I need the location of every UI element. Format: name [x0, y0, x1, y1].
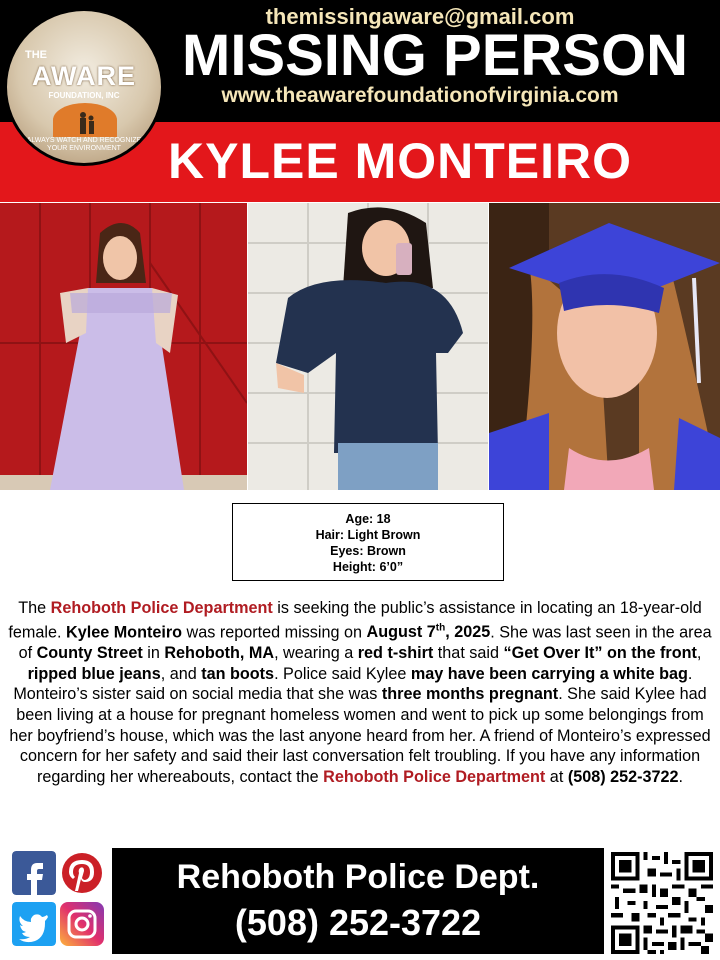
photo-purple-dress: [0, 203, 247, 490]
qr-code-icon[interactable]: [611, 852, 713, 954]
police-dept-name: Rehoboth Police Dept.: [176, 858, 540, 896]
photo-selfie-navy-shirt: [248, 203, 488, 490]
facebook-icon[interactable]: [12, 851, 56, 895]
eyes-stat: Eyes: Brown: [330, 544, 406, 558]
instagram-icon[interactable]: [60, 902, 104, 946]
physical-description-box: [232, 503, 504, 581]
contact-email[interactable]: themissingaware@gmail.com: [265, 4, 575, 29]
police-contact-box: [112, 848, 604, 954]
pinterest-icon[interactable]: [60, 851, 104, 895]
aware-foundation-logo: THE AWARE FOUNDATION, INC ALWAYS WATCH AND RECOGNIZE YOUR ENVIRONMENT: [4, 8, 164, 166]
photo-strip: [0, 203, 720, 490]
poster-title: MISSING PERSON: [182, 23, 688, 88]
case-description: The Rehoboth Police Department is seeking the public’s assistance in locating an 18-year-old female. Kylee Monteiro was reported missing on August 7th, 2025. She was last seen in the area of County Street in Rehoboth, MA, wearing a red t-shirt that said “Get Over It” on the front, ripped blue jeans, and tan boots. Police said Kylee may have been carrying a white bag. Monteiro’s sister said on social media that she was three months pregnant. She said Kylee had been living at a house for pregnant homeless women and went to pick up some belongings from her boyfriend’s house, which was the last anyone heard from her. A friend of Monteiro’s expressed concern for her safety and said their last conversation felt troubling. If you have any information regarding her whereabouts, contact the Rehoboth Police Department at (508) 252-3722.: [8, 599, 712, 787]
website-url[interactable]: www.theawarefoundationofvirginia.com: [221, 84, 619, 107]
photo-graduation-cap: [489, 203, 720, 490]
police-phone-number[interactable]: (508) 252-3722: [234, 902, 482, 943]
police-dept-mention: Rehoboth Police Department: [50, 599, 273, 617]
missing-person-name: KYLEE MONTEIRO: [167, 133, 633, 189]
height-stat: Height: 6’0”: [332, 560, 404, 574]
hair-stat: Hair: Light Brown: [315, 528, 421, 542]
twitter-icon[interactable]: [12, 902, 56, 946]
age-stat: Age: 18: [345, 512, 391, 526]
police-dept-mention-2: Rehoboth Police Department: [323, 768, 546, 787]
